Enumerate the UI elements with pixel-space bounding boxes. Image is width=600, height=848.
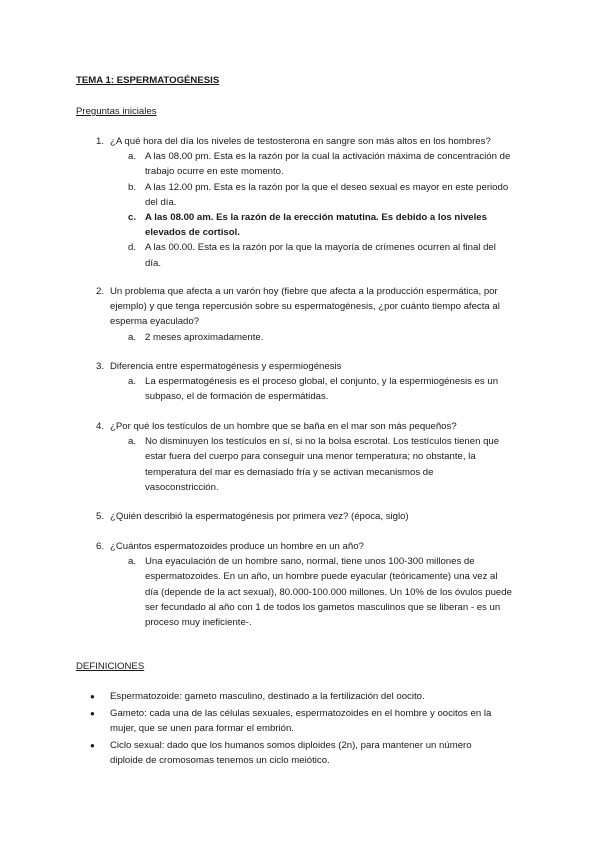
definition-bullet: ● [90,709,95,718]
answer-text-line: La espermatogénesis es el proceso global, el conjunto, y la espermiogénesis es un [145,376,499,388]
answer-text-line: estar fuera del cuerpo para conseguir una menor temperatura; no obstante, la [145,451,476,463]
answer-letter: a. [128,331,137,343]
question-text-line: ¿Quién describió la espermatogénesis por primera vez? (época, siglo) [110,511,409,522]
question-number: 3. [95,361,104,372]
definition-text-line: Ciclo sexual: dado que los humanos somos diploides (2n), para mantener un número [110,740,472,751]
answer-text-line: 2 meses aproximadamente. [145,331,264,343]
answer-text-line: temperatura del mar es demasiado fría y se activan mecanismos de [145,466,434,478]
question-number: 6. [95,541,104,552]
questions-heading: Preguntas iniciales [76,106,157,117]
answer-letter: a. [128,556,137,568]
definition-text-line: mujer, que se unen para formar el embrión. [110,723,294,735]
document-title: TEMA 1: ESPERMATOGÉNESIS [76,75,220,86]
question-text-line: ¿Cuántos espermatozoides produce un hombre en un año? [110,541,364,552]
question-number: 1. [95,136,104,147]
question-number: 5. [95,511,104,522]
answer-letter: d. [128,242,137,254]
question-text-line: ejemplo) y que tenga repercusión sobre su espermatogénesis, ¿por cuánto tiempo afecta al [110,301,500,313]
question-number: 2. [95,286,104,297]
answer-letter: b. [128,181,137,193]
definition-text-line: Espermatozoide: gameto masculino, destinado a la fertilización del oocito. [110,691,425,702]
question-text-line: Diferencia entre espermatogénesis y espermiogénesis [110,361,342,372]
answer-text-line: subpaso, el de formación de espermátidas. [145,391,329,403]
answer-text-line: vasoconstricción. [145,481,219,493]
answer-text-line: proceso muy ineficiente-. [145,617,252,628]
definition-bullet: ● [90,692,95,701]
answer-text-line: trabajo ocurre en este momento. [145,166,284,178]
answer-text-line: A las 08.00 am. Es la razón de la erección matutina. Es debido a los niveles [145,212,487,223]
answer-text-line: espermatozoides. En un año, un hombre puede eyacular (teóricamente) una vez al [145,571,498,583]
answer-text-line: A las 08.00 pm. Esta es la razón por la cual la activación máxima de concentración de [145,151,511,163]
answer-text-line: A las 12.00 pm. Esta es la razón por la que el deseo sexual es mayor en este periodo [145,181,509,193]
answer-letter: a. [128,151,137,163]
answer-text-line: del día. [145,196,177,208]
answer-text-line: A las 00.00. Esta es la razón por la que la mayoría de crímenes ocurren al final del [145,242,496,254]
definition-text-line: diploide de cromosomas tenemos un ciclo meiótico. [110,755,330,767]
question-text-line: esperma eyaculado? [110,316,200,328]
question-number: 4. [95,421,104,432]
definitions-heading: DEFINICIONES [76,661,145,672]
question-text-line: Un problema que afecta a un varón hoy (fiebre que afecta a la producción espermática, por [110,286,498,297]
answer-letter: c. [128,212,137,223]
answer-letter: a. [128,436,137,448]
answer-text-line: No disminuyen los testículos en sí, si no la bolsa escrotal. Los testículos tienen que [145,436,500,448]
answer-text-line: día (depende de la act sexual), 80.000-100.000 millones. Un 10% de los óvulos puede [145,586,512,598]
question-text-line: ¿A qué hora del día los niveles de testosterona en sangre son más altos en los hombres? [110,136,491,147]
definition-text-line: Gameto: cada una de las células sexuales, espermatozoides en el hombre y oocitos en la [110,708,492,719]
answer-text-line: elevados de cortisol. [145,227,240,239]
answer-text-line: Una eyaculación de un hombre sano, normal, tiene unos 100-300 millones de [145,556,475,568]
answer-letter: a. [128,376,137,388]
question-text-line: ¿Por qué los testículos de un hombre que se baña en el mar son más pequeños? [110,421,457,432]
answer-text-line: ser fecundado al año con 1 de todos los gametos masculinos que se liberan - es un [145,601,501,613]
definition-bullet: ● [90,741,95,750]
answer-text-line: día. [145,257,162,269]
